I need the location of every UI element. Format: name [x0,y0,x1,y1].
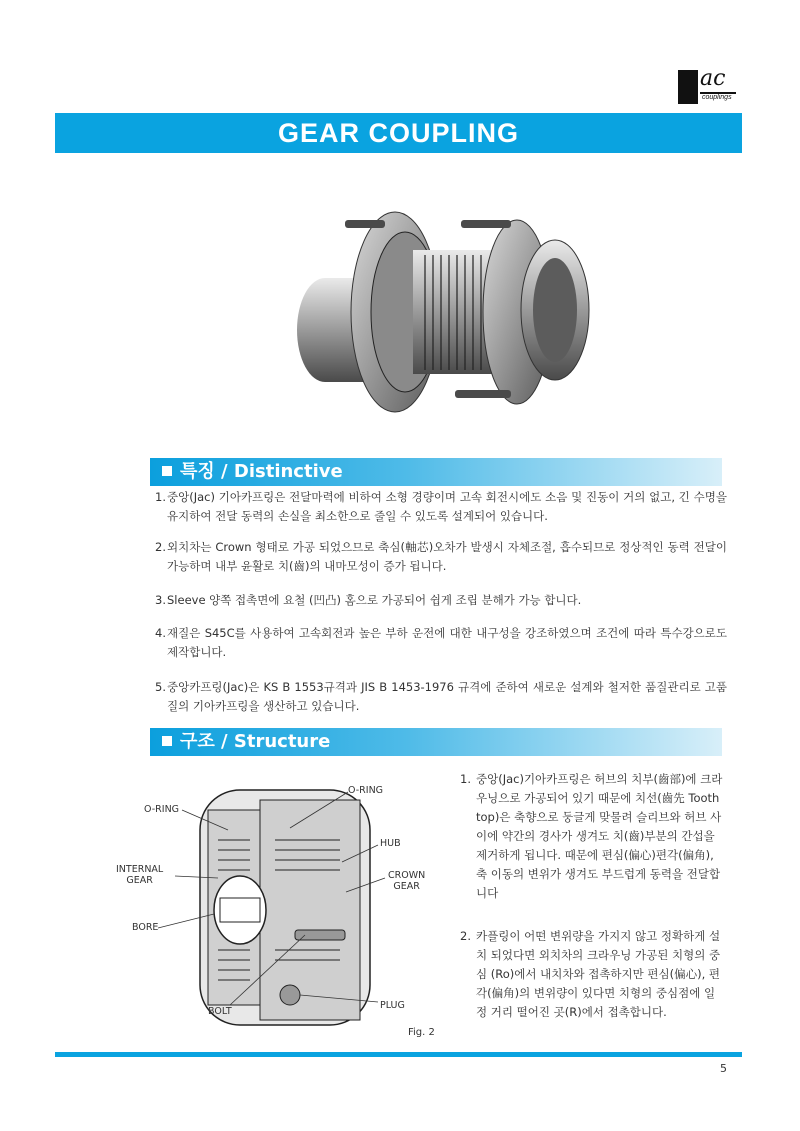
label-plug: PLUG [380,1000,405,1011]
structure-figure [110,770,455,1045]
list-item [460,770,726,903]
square-bullet-icon [162,736,172,746]
list-item-number: 4. [155,626,166,640]
list-item-number: 2. [155,540,166,554]
list-item-number: 1. [460,772,471,786]
logo-subtitle: couplings [702,94,732,101]
list-item-text: 외치차는 Crown 형태로 가공 되었으므로 축심(軸芯)오차가 발생시 자체조절, 흡수되므로 정상적인 동력 전달이 가능하며 내부 윤활로 치(齒)의 내마모성이 증가 됩니다. [167,540,727,573]
label-o-ring-left: O-RING [144,804,180,815]
structure-list [460,770,726,1022]
list-item-number: 1. [155,490,166,504]
list-item-number: 3. [155,593,166,607]
page-title: GEAR COUPLING [55,113,742,153]
label-crown-gear: CROWN GEAR [388,870,426,892]
list-item [155,538,727,576]
list-item-text: Sleeve 양쪽 접촉면에 요철 (凹凸) 홈으로 가공되어 쉽게 조립 분해가 가능 합니다. [167,593,582,607]
label-o-ring-top: O-RING [348,785,384,796]
list-item-number: 5. [155,680,166,694]
list-item [155,488,727,526]
label-bolt: BOLT [208,1006,232,1017]
label-bore: BORE [132,922,159,933]
list-item [155,624,727,662]
distinctive-list [155,488,727,716]
gear-coupling-photo [285,200,605,440]
list-item-number: 2. [460,929,471,943]
list-item-text: 중앙(Jac) 기아카프링은 전달마력에 비하여 소형 경량이며 고속 회전시에도 소음 및 진동이 거의 없고, 긴 수명을 유지하여 전달 동력의 손실을 최소한으로 줄일 수 있도록 설계되어 있습니다. [167,490,727,523]
logo-j-mark [678,70,698,104]
section-heading-text: 특징 / Distinctive [180,461,343,482]
list-item [155,591,727,610]
logo-text: ac [700,66,726,91]
brand-logo [678,66,740,106]
footer-rule [55,1052,742,1057]
list-item-text: 카플링이 어떤 변위량을 가지지 않고 정확하게 설치 되었다면 외치차의 크라우닝 가공된 치형의 중심 (Ro)에서 내치차와 접촉하지만 편심(偏心), 편각(偏角)의 변위량이 있다면 치형의 중심점에 일정 거리 떨어진 곳(R)에서 접촉합니다. [476,929,721,1019]
list-item-text: 중앙카프링(Jac)은 KS B 1553규격과 JIS B 1453-1976 규격에 준하여 새로운 설계와 철저한 품질관리로 고품질의 기아카프링을 생산하고 있습니다. [167,680,727,713]
page-number: 5 [720,1062,727,1075]
list-item-text: 중앙(Jac)기아카프링은 허브의 치부(齒部)에 크라우닝으로 가공되어 있기 때문에 치선(齒先 Tooth top)은 축향으로 둥글게 맞물려 슬리브와 허브 사이에 약간의 경사가 생겨도 치(齒)부분의 간섭을 제거하게 됩니다. 때문에 편심(偏心)편각(偏角), 축 이동의 변위가 생겨도 부드럽게 동력을 전달합니다 [476,772,723,900]
square-bullet-icon [162,466,172,476]
section-structure-heading [150,728,722,756]
list-item [155,678,727,716]
list-item [460,927,726,1022]
figure-caption: Fig. 2 [408,1027,435,1038]
section-heading-text: 구조 / Structure [180,731,331,752]
section-distinctive-heading [150,458,722,486]
label-internal-gear: INTERNAL GEAR [116,864,164,886]
label-hub: HUB [380,838,401,849]
list-item-text: 재질은 S45C를 사용하여 고속회전과 높은 부하 운전에 대한 내구성을 강조하였으며 조건에 따라 특수강으로도 제작합니다. [167,626,727,659]
